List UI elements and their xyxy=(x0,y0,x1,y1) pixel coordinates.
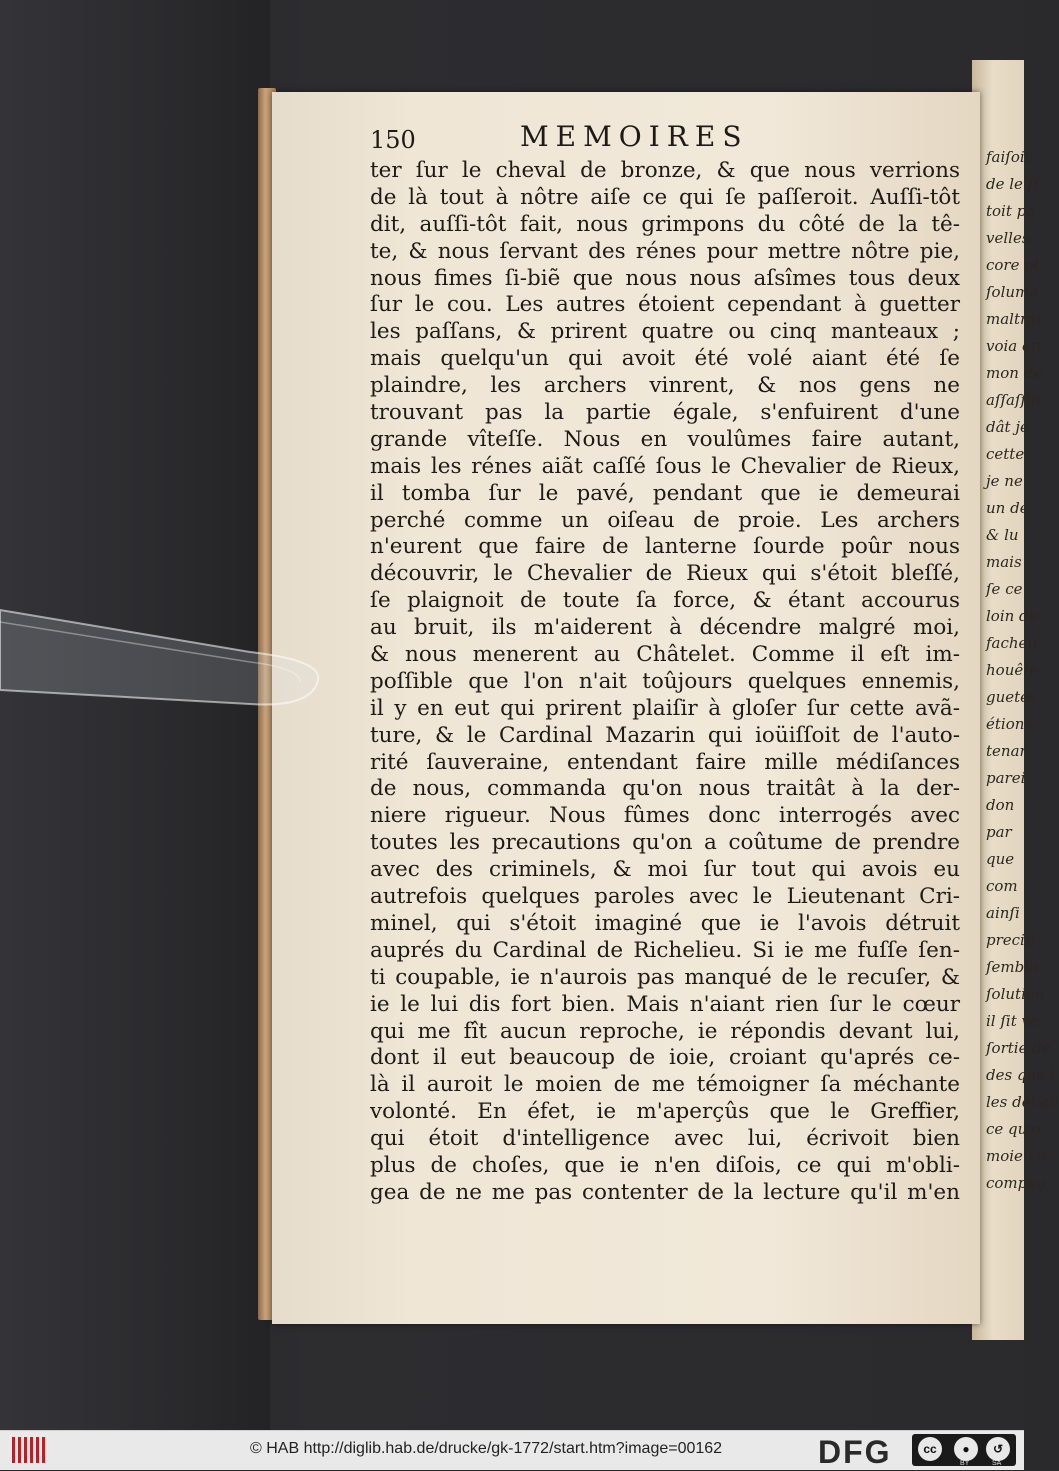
facing-page-fragment: des que l xyxy=(986,1066,1055,1084)
text-line: rité ſauveraine, entendant faire mille médiſances xyxy=(370,749,960,775)
book-page xyxy=(272,92,980,1324)
cc-by-sa-license-icon[interactable] xyxy=(912,1434,1016,1466)
facing-page-fragment: & lu xyxy=(986,526,1019,544)
facing-page-fragment: facheu xyxy=(986,634,1038,652)
dfg-logo-icon: DFG xyxy=(818,1434,892,1470)
text-line: perché comme un oiſeau de proie. Les archers xyxy=(370,507,960,533)
text-line: minel, qui s'étoit imaginé que ie l'avois détruit xyxy=(370,910,960,936)
facing-page-fragment: tenan xyxy=(986,742,1030,760)
text-line: ſe plaignoit de toute ſa force, & étant accourus xyxy=(370,588,960,614)
text-line: il y en eut qui prirent plaiſir à gloſer ſur cette avã- xyxy=(370,695,960,721)
facing-page-fragment: mon de xyxy=(986,364,1043,382)
facing-page-fragment: dât je xyxy=(986,418,1029,436)
facing-page-fragment: cette xyxy=(986,445,1025,463)
facing-page-fragment: étions xyxy=(986,715,1033,733)
facing-page-fragment: com xyxy=(986,877,1018,895)
facing-page-fragment: voia en xyxy=(986,337,1041,355)
text-line: dit, auſſi-tôt fait, nous grimpons du côté de la tê- xyxy=(370,211,960,237)
facing-page-fragment: houête xyxy=(986,661,1039,679)
attribution-icon: ● xyxy=(954,1437,978,1461)
running-head xyxy=(370,120,960,158)
glass-clamp xyxy=(0,600,322,710)
text-lines xyxy=(370,158,960,1207)
text-line: auprés du Cardinal de Richelieu. Si ie me fuſſe ſen- xyxy=(370,937,960,963)
text-line: découvrir, le Chevalier de Rieux qui s'étoit bleſſé, xyxy=(370,561,960,587)
facing-page-fragment: ſortie de xyxy=(986,1039,1051,1057)
facing-page-fragment: compag xyxy=(986,1174,1046,1192)
text-line: gea de ne me pas contenter de la lecture qu'il m'en xyxy=(370,1179,960,1205)
facing-page-fragment: loin de xyxy=(986,607,1038,625)
facing-page-fragment: ſembla xyxy=(986,958,1038,976)
facing-page-fragment: par xyxy=(986,823,1012,841)
facing-page-fragment: il ſit ve xyxy=(986,1012,1039,1030)
text-line: niere rigueur. Nous fûmes donc interrogés avec xyxy=(370,803,960,829)
text-line: grande vîteſſe. Nous en voulûmes faire autant, xyxy=(370,426,960,452)
source-url[interactable]: © HAB http://diglib.hab.de/drucke/gk-1772/start.htm?image=00162 xyxy=(250,1440,723,1457)
text-line: de nous, commanda qu'on nous traitât à la der- xyxy=(370,776,960,802)
text-line: là il auroit le moien de me témoigner ſa méchante xyxy=(370,1072,960,1098)
text-line: avec des criminels, & moi ſur tout qui avois eu xyxy=(370,857,960,883)
dark-cloth xyxy=(0,0,270,1430)
facing-page-fragment: aſſaſſin xyxy=(986,391,1041,409)
text-line: mais quelqu'un qui avoit été volé aiant été ſe xyxy=(370,346,960,372)
page-heading: MEMOIRES xyxy=(520,120,749,153)
text-line: plaindre, les archers vinrent, & nos gens ne xyxy=(370,373,960,399)
page-text xyxy=(370,120,960,1207)
facing-page-fragment: les débau xyxy=(986,1093,1059,1111)
facing-page-fragment: ſe ce xyxy=(986,580,1023,598)
facing-page-fragment: toit pa xyxy=(986,202,1036,220)
facing-page-fragment: guetes xyxy=(986,688,1037,706)
hab-logo-icon xyxy=(10,1437,48,1463)
text-line: au bruit, ils m'aiderent à décendre malgré moi, xyxy=(370,615,960,641)
text-line: autrefois quelques paroles avec le Lieutenant Cri- xyxy=(370,884,960,910)
sa-label: SA xyxy=(992,1460,1002,1467)
facing-page-fragment: ce qu'o xyxy=(986,1120,1041,1138)
text-line: mais les rénes aiãt caſſé ſous le Chevalier de Rieux, xyxy=(370,453,960,479)
facing-page-fragment: de le ſi xyxy=(986,175,1039,193)
text-line: nous fimes ſi-biẽ que nous nous aſsîmes tous deux xyxy=(370,265,960,291)
text-line: ſur le cou. Les autres étoient cependant à guetter xyxy=(370,292,960,318)
text-line: volonté. En éfet, ie m'aperçûs que le Greffier, xyxy=(370,1099,960,1125)
facing-page-fragment: precip xyxy=(986,931,1035,949)
text-line: & nous menerent au Châtelet. Comme il eſt im- xyxy=(370,642,960,668)
facing-page-fragment: core pl xyxy=(986,256,1039,274)
facing-page-fragment: que xyxy=(986,850,1015,868)
text-line: poſſible que l'on n'ait toûjours quelques ennemis, xyxy=(370,668,960,694)
facing-page-fragment: ainſi xyxy=(986,904,1020,922)
text-line: il tomba ſur le pavé, pendant que ie demeurai xyxy=(370,480,960,506)
text-line: toutes les precautions qu'on a coûtume de prendre xyxy=(370,830,960,856)
text-line: dont il eut beaucoup de ioie, croiant qu'aprés ce- xyxy=(370,1045,960,1071)
facing-page-fragment: velles xyxy=(986,229,1030,247)
text-line: plus de choſes, que ie n'en diſois, ce qui m'obli- xyxy=(370,1152,960,1178)
text-line: ture, & le Cardinal Mazarin qui ioüiſſoit de l'auto- xyxy=(370,722,960,748)
text-line: ter ſur le cheval de bronze, & que nous verrions xyxy=(370,158,960,183)
facing-page-fragment: don xyxy=(986,796,1015,814)
facing-page-fragment: ſolume xyxy=(986,283,1039,301)
cc-icon: cc xyxy=(918,1437,942,1461)
facing-page-fragment: faiſoit xyxy=(986,148,1031,166)
text-line: qui me fît aucun reproche, ie répondis devant lui, xyxy=(370,1018,960,1044)
share-alike-icon: ↺ xyxy=(986,1437,1010,1461)
text-line: les paſſans, & prirent quatre ou cinq manteaux ; xyxy=(370,319,960,345)
facing-page-fragment: un de xyxy=(986,499,1029,517)
text-line: ti coupable, ie n'aurois pas manqué de le recuſer, & xyxy=(370,964,960,990)
facing-page-fragment: moien d xyxy=(986,1147,1047,1165)
text-line: te, & nous ſervant des rénes pour mettre nôtre pie, xyxy=(370,238,960,264)
page-number: 150 xyxy=(370,126,416,154)
facing-page-fragment: ſolution xyxy=(986,985,1045,1003)
facing-page-fragment: maltrai xyxy=(986,310,1041,328)
by-label: BY xyxy=(960,1460,970,1467)
text-line: trouvant pas la partie égale, s'enfuirent d'une xyxy=(370,400,960,426)
viewer-footer xyxy=(0,1430,1024,1470)
text-line: de là tout à nôtre aiſe ce qui ſe paſſeroit. Auſſi-tôt xyxy=(370,184,960,210)
facing-page-fragment: je ne xyxy=(986,472,1023,490)
text-line: qui étoit d'intelligence avec lui, écrivoit bien xyxy=(370,1126,960,1152)
text-line: ie le lui dis fort bien. Mais n'aiant rien ſur le cœur xyxy=(370,991,960,1017)
text-line: n'eurent que faire de lanterne ſourde poûr nous xyxy=(370,534,960,560)
facing-page-fragment: parei xyxy=(986,769,1026,787)
facing-page-fragment: mais xyxy=(986,553,1022,571)
